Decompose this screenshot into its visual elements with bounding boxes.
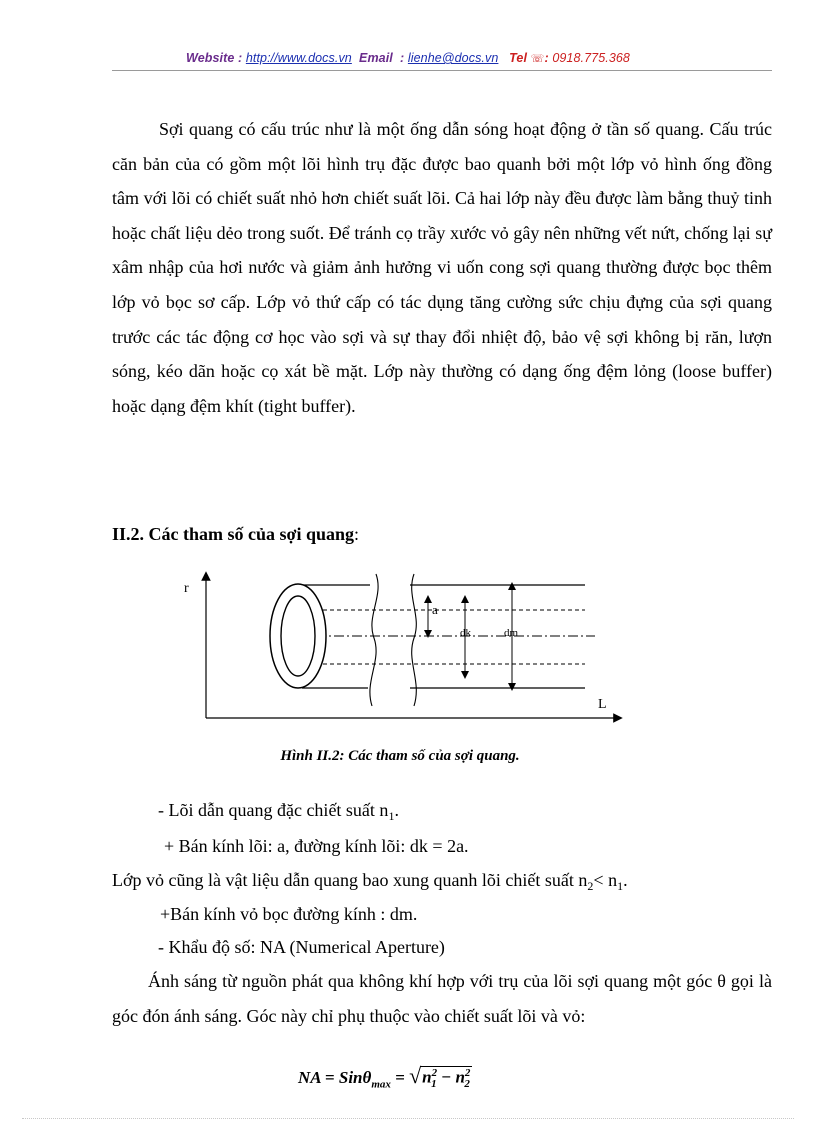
formula-n2-sup: 2 — [464, 1067, 471, 1080]
axis-L-label: L — [598, 697, 607, 712]
figure-caption: Hình II.2: Các tham số của sợi quang. — [280, 748, 520, 764]
section-heading-colon: : — [354, 524, 360, 544]
section-heading-text: II.2. Các tham số của sợi quang — [112, 524, 355, 544]
na-formula — [298, 1063, 472, 1090]
formula-n2: n — [455, 1068, 465, 1087]
formula-n1: n — [422, 1068, 432, 1087]
break-line-left — [370, 574, 378, 706]
acceptance-angle-paragraph: Ánh sáng từ nguồn phát qua không khí hợp với trụ của lõi sợi quang một góc θ gọi là góc đón ánh sáng. Góc này chỉ phụ thuộc vào chiết suất lõi và vỏ: — [112, 971, 772, 1026]
intro-paragraph: Sợi quang có cấu trúc như là một ống dẫn sóng hoạt động ở tần số quang. Cấu trúc căn bản của có gồm một lõi hình trụ đặc được bao quanh bởi một lớp vỏ hình ống đồng tâm với lõi có chiết suất nhỏ hơn chiết suất lõi. Cả hai lớp này đều được làm bằng thuỷ tinh hoặc chất liệu dẻo trong suốt. Để tránh cọ trầy xước vỏ gây nên những vết nứt, chống lại sự xâm nhập của hơi nước và giảm ảnh hưởng vi uốn cong sợi quang thường được bọc thêm lớp vỏ bọc sơ cấp. Lớp vỏ thứ cấp có tác dụng tăng cường sức chịu đựng của sợi quang trước các tác động cơ học vào sợi và sự thay đổi nhiệt độ, bảo vệ sợi không bị răn, lượn sóng, kéo dãn hoặc cọ xát bề mặt. Lớp này thường có dạng ống đệm lỏng (loose buffer) hoặc dạng đệm khít (tight buffer). — [112, 119, 772, 416]
tel-label: Tel — [509, 51, 528, 65]
core-radius-line — [164, 834, 469, 858]
footer-divider — [22, 1118, 794, 1119]
core-end-face — [281, 596, 315, 676]
core-diameter-label: dk — [460, 627, 471, 639]
formula-lhs-sub: max — [371, 1078, 391, 1091]
website-label: Website : — [186, 51, 243, 65]
axis-r-label: r — [184, 581, 189, 596]
phone-icon: ☏ — [530, 53, 545, 65]
tel-separator: : — [544, 51, 549, 65]
core-index-line — [158, 798, 399, 822]
email-label: Email — [359, 51, 393, 65]
core-index-text: - Lõi dẫn quang đặc chiết suất n — [158, 800, 389, 820]
cladding-index-line — [112, 868, 628, 892]
fiber-parameters-figure — [170, 566, 630, 736]
website-link[interactable]: http://www.docs.vn — [245, 51, 352, 65]
cladding-diameter-label: dm — [504, 627, 519, 639]
email-separator: : — [400, 51, 405, 65]
cladding-diameter-text: +Bán kính vỏ bọc đường kính : dm. — [160, 904, 418, 924]
phone-number: 0918.775.368 — [552, 51, 630, 65]
formula-eq: = — [390, 1068, 410, 1087]
formula-n2-sub: 2 — [464, 1078, 470, 1091]
cladding-index-sub1: 2 — [587, 879, 594, 893]
page-header — [0, 51, 816, 65]
section-heading — [112, 524, 359, 545]
cladding-diameter-line — [160, 902, 417, 926]
formula-lhs: NA = Sinθ — [298, 1068, 372, 1087]
break-line-right — [412, 574, 417, 706]
formula-n1-sub: 1 — [431, 1078, 437, 1091]
radius-a-label: a — [432, 602, 438, 617]
header-divider — [112, 70, 772, 71]
formula-minus: − — [436, 1068, 456, 1087]
formula-n1-sup: 2 — [431, 1067, 438, 1080]
cladding-index-end: . — [623, 870, 628, 890]
cladding-index-sub2: 1 — [617, 879, 624, 893]
core-radius-text: + Bán kính lõi: a, đường kính lõi: dk = 2a. — [164, 836, 469, 856]
formula-radicand — [420, 1066, 472, 1090]
core-index-end: . — [394, 800, 399, 820]
numerical-aperture-line — [158, 935, 445, 959]
numerical-aperture-text: - Khẩu độ số: NA (Numerical Aperture) — [158, 937, 445, 957]
cladding-index-text: Lớp vỏ cũng là vật liệu dẫn quang bao xung quanh lõi chiết suất n — [112, 870, 588, 890]
cladding-index-mid: < n — [593, 870, 618, 890]
core-index-sub: 1 — [388, 809, 395, 823]
email-link[interactable]: lienhe@docs.vn — [407, 51, 499, 65]
radical-sign: √ — [409, 1063, 422, 1088]
